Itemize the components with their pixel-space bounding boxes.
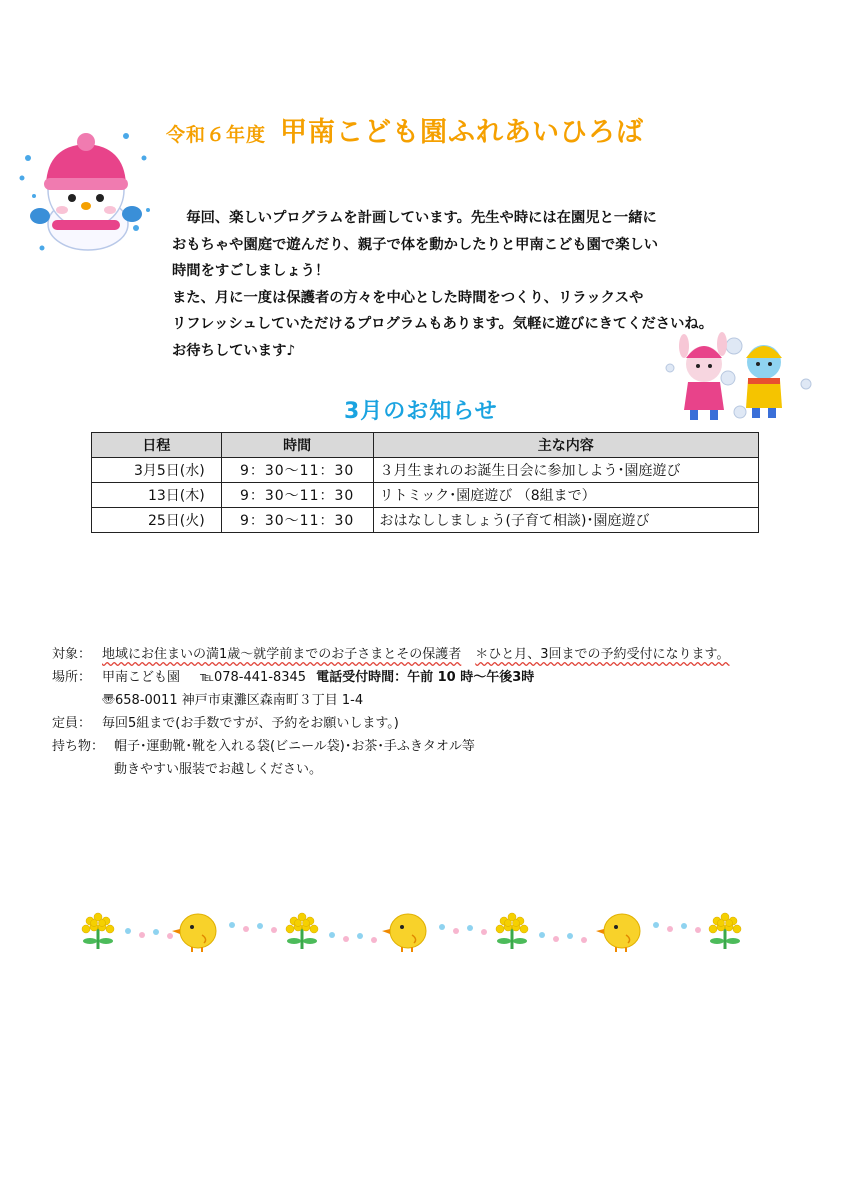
- table-row: [92, 483, 759, 508]
- decorative-border: [70, 905, 760, 965]
- intro-line: お待ちしています♪: [172, 342, 296, 359]
- intro-line: 毎回、楽しいプログラムを計画しています。先生や時には在園児と一緒に: [172, 210, 657, 226]
- cell-content: リトミック･園庭遊び （8組まで）: [373, 483, 758, 508]
- title-year: 令和６年度: [166, 124, 267, 146]
- intro-line: おもちゃや園庭で遊んだり、親子で体を動かしたりと甲南こども園で楽しい: [172, 236, 659, 253]
- table-header-row: [92, 433, 759, 458]
- intro-line: リフレッシュしていただけるプログラムもあります。気軽に遊びにきてくださいね。: [172, 316, 713, 332]
- cell-content: ３月生まれのお誕生日会に参加しよう･園庭遊び: [373, 458, 758, 483]
- cell-time: 9：30～11：30: [221, 458, 373, 483]
- table-row: [92, 508, 759, 533]
- items-text: 帽子･運動靴･靴を入れる袋(ビニール袋)･お茶･手ふきタオル等: [114, 739, 475, 754]
- info-section: [52, 643, 822, 781]
- title-main: 甲南こども園ふれあいひろば: [280, 117, 645, 148]
- page-title: [166, 110, 786, 154]
- target-label: 対象：: [52, 647, 92, 662]
- place-label: 場所：: [52, 670, 92, 685]
- cell-date: 3月5日(水): [92, 458, 222, 483]
- cell-time: 9：30～11：30: [221, 483, 373, 508]
- kids-winter-illustration: [664, 328, 812, 424]
- info-items-row: [52, 735, 822, 758]
- clothing-text: 動きやすい服装でお越しください。: [114, 762, 323, 777]
- target-text: 地域にお住まいの満1歳～就学前までのお子さまとその保護者: [102, 647, 462, 662]
- intro-line: 時間をすごしましょう！: [172, 263, 330, 279]
- header-date: 日程: [92, 433, 222, 458]
- header-content: 主な内容: [373, 433, 758, 458]
- info-clothing-row: [52, 758, 822, 781]
- items-label: 持ち物：: [52, 739, 105, 754]
- capacity-label: 定員：: [52, 716, 92, 731]
- info-capacity-row: [52, 712, 822, 735]
- schedule-table: [91, 432, 759, 533]
- target-note: ＊ひと月、3回までの予約受付になります。: [475, 647, 730, 662]
- header-time: 時間: [221, 433, 373, 458]
- tel-number: ℡078-441-8345: [200, 670, 307, 685]
- snowman-illustration: [14, 128, 156, 258]
- address: 〠658-0011 神戸市東灘区森南町３丁目 1-4: [102, 693, 364, 708]
- phone-hours: 電話受付時間：午前 10 時～午後3時: [316, 670, 535, 685]
- info-address-row: [52, 689, 822, 712]
- table-row: [92, 458, 759, 483]
- intro-line: また、月に一度は保護者の方々を中心とした時間をつくり、リラックスや: [172, 289, 644, 306]
- capacity-text: 毎回5組まで(お手数ですが、予約をお願いします。): [102, 716, 399, 731]
- cell-time: 9：30～11：30: [221, 508, 373, 533]
- cell-date: 13日(木): [92, 483, 222, 508]
- info-place-row: [52, 666, 822, 689]
- info-target-row: [52, 643, 822, 666]
- notice-heading: 3月のお知らせ: [344, 399, 498, 424]
- cell-content: おはなししましょう(子育て相談)･園庭遊び: [373, 508, 758, 533]
- place-name: 甲南こども園: [102, 670, 181, 685]
- cell-date: 25日(火): [92, 508, 222, 533]
